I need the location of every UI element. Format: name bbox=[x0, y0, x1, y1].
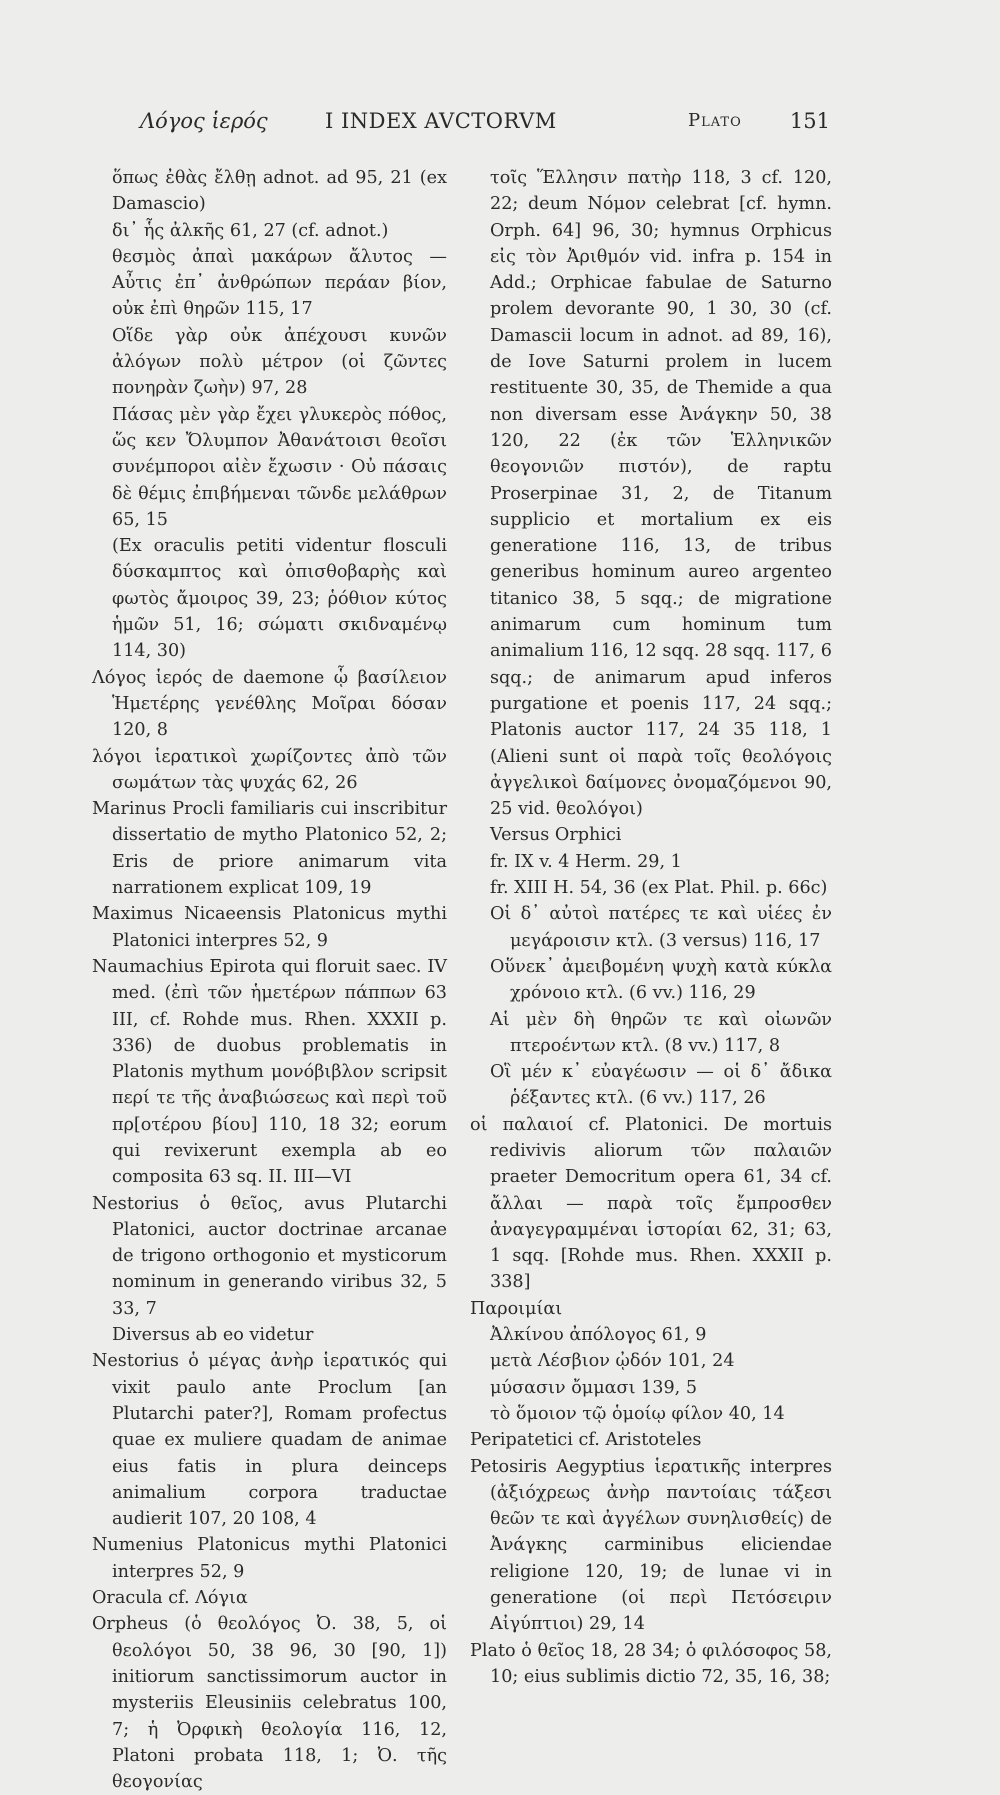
index-entry: οἱ παλαιοί cf. Platonici. De mortuis redivivis aliorum τῶν παλαιῶν praeter Democritum opera 61, 34 cf. ἄλλαι — παρὰ τοῖς ἔμπροσθεν ἀναγεγραμμέναι ἱστορίαι 62, 31; 63, 1 sqq. [Rohde mus. Rhen. XXXII p. 338] bbox=[470, 1114, 832, 1293]
index-entry: fr. IX v. 4 Herm. 29, 1 bbox=[490, 851, 682, 872]
index-entry: Marinus Procli familiaris cui inscribitur dissertatio de mytho Platonico 52, 2; Eris de priore animarum vita narrationem explicat 109, 19 bbox=[92, 799, 447, 899]
index-entry: Λόγος ἱερός de daemone ᾧ βασίλειον Ἡμετέρης γενέθλης Μοῖραι δόσαν 120, 8 bbox=[92, 667, 447, 741]
page-number: 151 bbox=[789, 109, 830, 133]
index-entry: ὅπως ἐθὰς ἔλθῃ adnot. ad 95, 21 (ex Damascio) bbox=[112, 168, 447, 215]
running-header bbox=[140, 104, 830, 138]
index-entry: θεσμὸς ἀπαὶ μακάρων ἄλυτος — Αὖτις ἐπ᾽ ἀνθρώπων περάαν βίον, οὐκ ἐπὶ θηρῶν 115, 17 bbox=[112, 246, 447, 320]
index-entry: Οἳ μέν κ᾽ εὐαγέωσιν — οἱ δ᾽ ἄδικα ῥέξαντες κτλ. (6 vv.) 117, 26 bbox=[490, 1062, 832, 1109]
header-right-title: Plato bbox=[688, 110, 742, 131]
index-entry: τοῖς Ἕλλησιν πατὴρ 118, 3 cf. 120, 22; deum Νόμον celebrat [cf. hymn. Orph. 64] 96, 30; hymnus Orphicus εἰς τὸν Ἀριθμόν vid. infra p. 154 in Add.; Orphicae fabulae de Saturno prolem devorante 90, 1 30, 30 (cf. Damascii locum in adnot. ad 89, 16), de Iove Saturni prolem in lucem restituente 30, 35, de Themide a qua non diversam esse Ἀνάγκην 50, 38 120, 22 (ἐκ τῶν Ἑλληνικῶν θεογονιῶν πιστόν), de raptu Proserpinae 31, 2, de Titanum supplicio et mortalium ex eis generatione 116, 13, de tribus generibus hominum aureo argenteo titanico 38, 5 sqq.; de migratione animarum cum hominum tum animalium 116, 12 sqq. 28 sqq. 117, 6 sqq.; de animarum apud inferos purgatione et poenis 117, 24 sqq.; Platonis auctor 117, 24 35 118, 1 (Alieni sunt οἱ παρὰ τοῖς θεολόγοις ἀγγελικοὶ δαίμονες ὀνομαζόμενοι 90, 25 vid. θεολόγοι) bbox=[490, 168, 832, 820]
index-entry: Numenius Platonicus mythi Platonici interpres 52, 9 bbox=[92, 1535, 447, 1582]
index-entry: Nestorius ὁ μέγας ἀνὴρ ἱερατικός qui vixit paulo ante Proclum [an Plutarchi pater?], Romam profectus quae ex muliere quadam de animae eius fatis in plura deinceps animalium corpora traductae audierit 107, 20 108, 4 bbox=[92, 1351, 447, 1530]
index-entry: μύσασιν ὄμμασι 139, 5 bbox=[490, 1377, 698, 1398]
index-entry: μετὰ Λέσβιον ᾠδόν 101, 24 bbox=[490, 1351, 735, 1372]
index-entry: Πάσας μὲν γὰρ ἔχει γλυκερὸς πόθος, ὥς κεν Ὄλυμπον Ἀθανάτοισι θεοῖσι συνέμποροι αἰὲν ἔχωσιν · Οὐ πάσαις δὲ θέμις ἐπιβήμεναι τῶνδε μελάθρων 65, 15 bbox=[112, 404, 447, 530]
index-entry: Naumachius Epirota qui floruit saec. IV med. (ἐπὶ τῶν ἡμετέρων πάππων 63 III, cf. Rohde mus. Rhen. XXXII p. 336) de duobus problematis in Platonis mythum μονόβιβλον scripsit περί τε τῆς ἀναβιώσεως καὶ περὶ τοῦ πρ[οτέρου βίου] 110, 18 32; eorum qui revixerunt exempla ab eo composita 63 sq. II. III—VI bbox=[92, 956, 447, 1188]
header-section-title: I INDEX AVCTORVM bbox=[325, 109, 557, 133]
index-entry: fr. XIII H. 54, 36 (ex Plat. Phil. p. 66c) bbox=[490, 878, 828, 899]
index-entry: Petosiris Aegyptius ἱερατικῆς interpres (ἀξιόχρεως ἀνὴρ παντοίαις τάξεσι θεῶν τε καὶ ἀγγέλων συνηλισθείς) de Ἀνάγκης carminibus eliciendae religione 120, 19; de lunae vi in generatione (οἱ περὶ Πετόσειριν Αἰγύπτιοι) 29, 14 bbox=[470, 1456, 832, 1635]
index-entry: δι᾽ ἧς ἀλκῆς 61, 27 (cf. adnot.) bbox=[112, 220, 389, 241]
index-entry: Versus Orphici bbox=[490, 825, 622, 846]
left-column bbox=[92, 165, 447, 1795]
index-entry: Οἱ δ᾽ αὐτοὶ πατέρες τε καὶ υἱέες ἐν μεγάροισιν κτλ. (3 versus) 116, 17 bbox=[490, 904, 832, 951]
index-entry: τὸ ὅμοιον τῷ ὁμοίῳ φίλον 40, 14 bbox=[490, 1403, 785, 1424]
index-entry: (Ex oraculis petiti videntur flosculi δύσκαμπτος καὶ ὀπισθοβαρὴς καὶ φωτὸς ἄμοιρος 39, 23; ῥόθιον κύτος ἡμῶν 51, 16; σώματι σκιδναμένῳ 114, 30) bbox=[112, 536, 447, 662]
index-entry: Peripatetici cf. Aristoteles bbox=[470, 1430, 702, 1451]
header-left-title: Λόγος ἱερός bbox=[140, 109, 268, 133]
right-column bbox=[470, 165, 832, 1690]
index-entry: Οὕνεκ᾽ ἀμειβομένη ψυχὴ κατὰ κύκλα χρόνοιο κτλ. (6 vv.) 116, 29 bbox=[490, 956, 832, 1004]
index-entry: Οἵδε γὰρ οὐκ ἀπέχουσι κυνῶν ἀλόγων πολὺ μέτρον (οἱ ζῶντες πονηρὰν ζωὴν) 97, 28 bbox=[112, 325, 447, 399]
index-entry: Παροιμίαι bbox=[470, 1298, 563, 1319]
index-entry: Diversus ab eo videtur bbox=[112, 1325, 314, 1346]
index-entry: Ἀλκίνου ἀπόλογος 61, 9 bbox=[490, 1325, 707, 1346]
index-entry: Oracula cf. Λόγια bbox=[92, 1588, 248, 1609]
index-entry: Plato ὁ θεῖος 18, 28 34; ὁ φιλόσοφος 58, 10; eius sublimis dictio 72, 35, 16, 38; bbox=[470, 1640, 832, 1687]
index-entry: Maximus Nicaeensis Platonicus mythi Platonici interpres 52, 9 bbox=[92, 904, 447, 951]
index-entry: Orpheus (ὁ θεολόγος Ὀ. 38, 5, οἱ θεολόγοι 50, 38 96, 30 [90, 1]) initiorum sanctissimorum auctor in mysteriis Eleusiniis celebratus 100, 7; ἡ Ὀρφικὴ θεολογία 116, 12, Platoni probata 118, 1; Ὀ. τῆς θεογονίας bbox=[92, 1614, 447, 1793]
index-entry: λόγοι ἱερατικοὶ χωρίζοντες ἀπὸ τῶν σωμάτων τὰς ψυχάς 62, 26 bbox=[92, 746, 447, 793]
index-entry: Nestorius ὁ θεῖος, avus Plutarchi Platonici, auctor doctrinae arcanae de trigono orthogonio et mysticorum nominum in generando viribus 32, 5 33, 7 bbox=[92, 1193, 447, 1319]
index-entry: Αἱ μὲν δὴ θηρῶν τε καὶ οἰωνῶν πτεροέντων κτλ. (8 vv.) 117, 8 bbox=[490, 1009, 832, 1056]
